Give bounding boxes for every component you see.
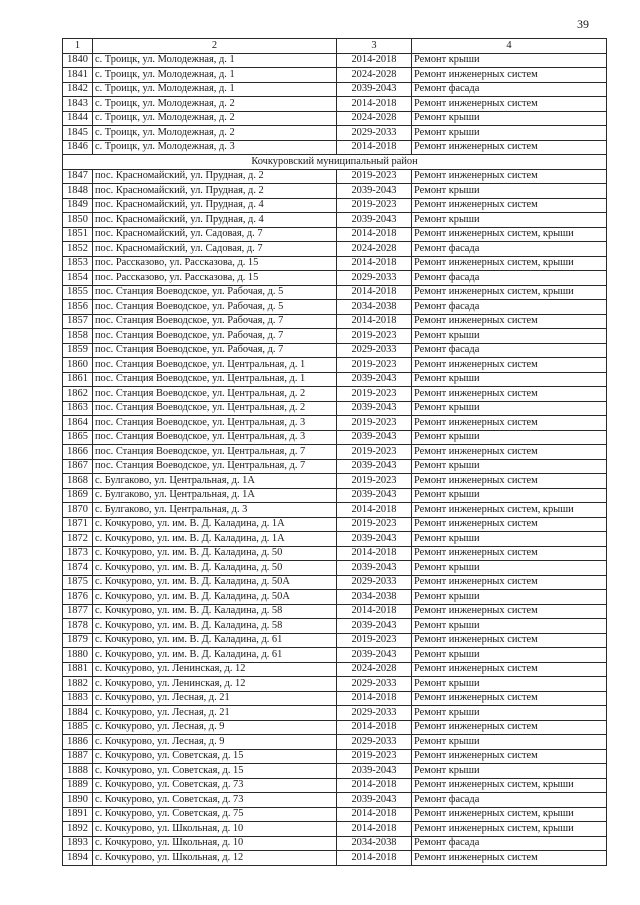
repair-period: 2039-2043 <box>337 184 412 199</box>
row-number: 1847 <box>63 169 93 184</box>
work-type: Ремонт фасада <box>412 343 607 358</box>
address: с. Кочкурово, ул. Советская, д. 15 <box>93 764 337 779</box>
address: с. Кочкурово, ул. Школьная, д. 10 <box>93 822 337 837</box>
address: с. Кочкурово, ул. им. В. Д. Каладина, д. 61 <box>93 633 337 648</box>
table-row <box>63 372 607 387</box>
work-type: Ремонт крыши <box>412 590 607 605</box>
row-number: 1844 <box>63 111 93 126</box>
address: пос. Станция Воеводское, ул. Центральная, д. 2 <box>93 401 337 416</box>
repair-period: 2029-2033 <box>337 271 412 286</box>
table-row <box>63 633 607 648</box>
table-row <box>63 416 607 431</box>
address: с. Кочкурово, ул. им. В. Д. Каладина, д. 58 <box>93 619 337 634</box>
table-row <box>63 720 607 735</box>
repair-period: 2019-2023 <box>337 633 412 648</box>
work-type: Ремонт фасада <box>412 242 607 257</box>
address: с. Кочкурово, ул. Лесная, д. 9 <box>93 720 337 735</box>
row-number: 1887 <box>63 749 93 764</box>
row-number: 1852 <box>63 242 93 257</box>
column-header-1: 1 <box>63 39 93 54</box>
address: с. Кочкурово, ул. Лесная, д. 9 <box>93 735 337 750</box>
table-row <box>63 53 607 68</box>
address: с. Кочкурово, ул. Лесная, д. 21 <box>93 706 337 721</box>
work-type: Ремонт инженерных систем <box>412 97 607 112</box>
table-row <box>63 706 607 721</box>
table-row <box>63 648 607 663</box>
address: пос. Красномайский, ул. Прудная, д. 2 <box>93 184 337 199</box>
address: с. Булгаково, ул. Центральная, д. 1А <box>93 488 337 503</box>
repair-schedule-table <box>62 38 607 866</box>
repair-period: 2014-2018 <box>337 604 412 619</box>
row-number: 1863 <box>63 401 93 416</box>
address: пос. Красномайский, ул. Садовая, д. 7 <box>93 227 337 242</box>
table-row <box>63 198 607 213</box>
table-row <box>63 532 607 547</box>
work-type: Ремонт крыши <box>412 764 607 779</box>
row-number: 1872 <box>63 532 93 547</box>
repair-period: 2014-2018 <box>337 256 412 271</box>
repair-period: 2029-2033 <box>337 126 412 141</box>
address: с. Кочкурово, ул. им. В. Д. Каладина, д. 50А <box>93 575 337 590</box>
work-type: Ремонт фасада <box>412 300 607 315</box>
work-type: Ремонт фасада <box>412 82 607 97</box>
table-row <box>63 97 607 112</box>
repair-period: 2019-2023 <box>337 387 412 402</box>
repair-period: 2039-2043 <box>337 372 412 387</box>
repair-period: 2019-2023 <box>337 474 412 489</box>
column-header-4: 4 <box>412 39 607 54</box>
work-type: Ремонт инженерных систем <box>412 662 607 677</box>
work-type: Ремонт инженерных систем, крыши <box>412 807 607 822</box>
address: с. Троицк, ул. Молодежная, д. 2 <box>93 97 337 112</box>
work-type: Ремонт инженерных систем <box>412 474 607 489</box>
address: пос. Рассказово, ул. Рассказова, д. 15 <box>93 256 337 271</box>
row-number: 1846 <box>63 140 93 155</box>
table-row <box>63 300 607 315</box>
repair-period: 2039-2043 <box>337 488 412 503</box>
table-row <box>63 111 607 126</box>
table-row <box>63 677 607 692</box>
address: пос. Станция Воеводское, ул. Центральная, д. 3 <box>93 430 337 445</box>
work-type: Ремонт крыши <box>412 677 607 692</box>
address: с. Кочкурово, ул. Школьная, д. 12 <box>93 851 337 866</box>
row-number: 1880 <box>63 648 93 663</box>
work-type: Ремонт крыши <box>412 401 607 416</box>
column-header-3: 3 <box>337 39 412 54</box>
repair-period: 2039-2043 <box>337 532 412 547</box>
address: пос. Станция Воеводское, ул. Рабочая, д. 7 <box>93 314 337 329</box>
table-row <box>63 314 607 329</box>
address: с. Кочкурово, ул. им. В. Д. Каладина, д. 58 <box>93 604 337 619</box>
table-row <box>63 387 607 402</box>
work-type: Ремонт крыши <box>412 126 607 141</box>
work-type: Ремонт инженерных систем <box>412 358 607 373</box>
row-number: 1879 <box>63 633 93 648</box>
table-row <box>63 358 607 373</box>
work-type: Ремонт крыши <box>412 372 607 387</box>
table-row <box>63 749 607 764</box>
repair-period: 2019-2023 <box>337 198 412 213</box>
repair-period: 2019-2023 <box>337 749 412 764</box>
work-type: Ремонт инженерных систем <box>412 546 607 561</box>
address: с. Кочкурово, ул. им. В. Д. Каладина, д. 50А <box>93 590 337 605</box>
work-type: Ремонт инженерных систем <box>412 604 607 619</box>
work-type: Ремонт инженерных систем <box>412 169 607 184</box>
address: пос. Станция Воеводское, ул. Центральная, д. 2 <box>93 387 337 402</box>
repair-period: 2014-2018 <box>337 778 412 793</box>
work-type: Ремонт инженерных систем, крыши <box>412 822 607 837</box>
address: с. Кочкурово, ул. им. В. Д. Каладина, д. 50 <box>93 546 337 561</box>
work-type: Ремонт крыши <box>412 53 607 68</box>
table-row <box>63 68 607 83</box>
work-type: Ремонт фасада <box>412 836 607 851</box>
address: пос. Станция Воеводское, ул. Центральная, д. 3 <box>93 416 337 431</box>
address: с. Булгаково, ул. Центральная, д. 3 <box>93 503 337 518</box>
row-number: 1840 <box>63 53 93 68</box>
table-row <box>63 503 607 518</box>
address: пос. Рассказово, ул. Рассказова, д. 15 <box>93 271 337 286</box>
row-number: 1868 <box>63 474 93 489</box>
address: пос. Станция Воеводское, ул. Рабочая, д. 7 <box>93 329 337 344</box>
work-type: Ремонт инженерных систем <box>412 416 607 431</box>
table-row <box>63 184 607 199</box>
work-type: Ремонт инженерных систем, крыши <box>412 256 607 271</box>
address: с. Кочкурово, ул. Ленинская, д. 12 <box>93 677 337 692</box>
table-row <box>63 213 607 228</box>
table-row <box>63 459 607 474</box>
address: с. Кочкурово, ул. Лесная, д. 21 <box>93 691 337 706</box>
table-row <box>63 329 607 344</box>
address: с. Троицк, ул. Молодежная, д. 2 <box>93 126 337 141</box>
row-number: 1861 <box>63 372 93 387</box>
row-number: 1851 <box>63 227 93 242</box>
address: с. Кочкурово, ул. Советская, д. 73 <box>93 793 337 808</box>
repair-period: 2039-2043 <box>337 430 412 445</box>
repair-period: 2039-2043 <box>337 401 412 416</box>
row-number: 1888 <box>63 764 93 779</box>
address: с. Кочкурово, ул. Советская, д. 15 <box>93 749 337 764</box>
work-type: Ремонт инженерных систем <box>412 68 607 83</box>
section-header-row <box>63 155 607 170</box>
repair-period: 2039-2043 <box>337 764 412 779</box>
table-row <box>63 851 607 866</box>
work-type: Ремонт инженерных систем <box>412 387 607 402</box>
table-row <box>63 256 607 271</box>
table-row <box>63 271 607 286</box>
row-number: 1842 <box>63 82 93 97</box>
work-type: Ремонт инженерных систем <box>412 720 607 735</box>
work-type: Ремонт инженерных систем <box>412 517 607 532</box>
row-number: 1876 <box>63 590 93 605</box>
repair-period: 2019-2023 <box>337 445 412 460</box>
address: пос. Станция Воеводское, ул. Рабочая, д. 7 <box>93 343 337 358</box>
work-type: Ремонт крыши <box>412 111 607 126</box>
table-row <box>63 662 607 677</box>
table-row <box>63 561 607 576</box>
table-row <box>63 836 607 851</box>
repair-period: 2039-2043 <box>337 82 412 97</box>
repair-period: 2014-2018 <box>337 97 412 112</box>
work-type: Ремонт крыши <box>412 706 607 721</box>
repair-period: 2014-2018 <box>337 546 412 561</box>
work-type: Ремонт крыши <box>412 329 607 344</box>
row-number: 1873 <box>63 546 93 561</box>
row-number: 1865 <box>63 430 93 445</box>
row-number: 1886 <box>63 735 93 750</box>
work-type: Ремонт инженерных систем <box>412 851 607 866</box>
row-number: 1859 <box>63 343 93 358</box>
address: с. Кочкурово, ул. Школьная, д. 10 <box>93 836 337 851</box>
work-type: Ремонт инженерных систем <box>412 749 607 764</box>
address: пос. Красномайский, ул. Прудная, д. 4 <box>93 213 337 228</box>
row-number: 1890 <box>63 793 93 808</box>
repair-period: 2024-2028 <box>337 111 412 126</box>
work-type: Ремонт крыши <box>412 213 607 228</box>
repair-period: 2024-2028 <box>337 662 412 677</box>
repair-period: 2014-2018 <box>337 503 412 518</box>
repair-period: 2034-2038 <box>337 836 412 851</box>
table-row <box>63 445 607 460</box>
work-type: Ремонт крыши <box>412 735 607 750</box>
repair-period: 2014-2018 <box>337 227 412 242</box>
work-type: Ремонт крыши <box>412 430 607 445</box>
address: с. Кочкурово, ул. им. В. Д. Каладина, д. 50 <box>93 561 337 576</box>
table-row <box>63 488 607 503</box>
address: с. Троицк, ул. Молодежная, д. 1 <box>93 53 337 68</box>
row-number: 1870 <box>63 503 93 518</box>
row-number: 1848 <box>63 184 93 199</box>
repair-period: 2029-2033 <box>337 343 412 358</box>
address: с. Кочкурово, ул. Советская, д. 75 <box>93 807 337 822</box>
address: с. Троицк, ул. Молодежная, д. 1 <box>93 68 337 83</box>
row-number: 1885 <box>63 720 93 735</box>
address: с. Троицк, ул. Молодежная, д. 1 <box>93 82 337 97</box>
work-type: Ремонт инженерных систем <box>412 140 607 155</box>
address: с. Булгаково, ул. Центральная, д. 1А <box>93 474 337 489</box>
row-number: 1881 <box>63 662 93 677</box>
row-number: 1867 <box>63 459 93 474</box>
work-type: Ремонт крыши <box>412 648 607 663</box>
table-row <box>63 430 607 445</box>
work-type: Ремонт инженерных систем, крыши <box>412 285 607 300</box>
table-row <box>63 807 607 822</box>
repair-period: 2014-2018 <box>337 314 412 329</box>
table-row <box>63 82 607 97</box>
address: пос. Станция Воеводское, ул. Центральная, д. 1 <box>93 372 337 387</box>
table-row <box>63 169 607 184</box>
row-number: 1857 <box>63 314 93 329</box>
row-number: 1893 <box>63 836 93 851</box>
address: с. Кочкурово, ул. им. В. Д. Каладина, д. 61 <box>93 648 337 663</box>
work-type: Ремонт инженерных систем <box>412 691 607 706</box>
table-row <box>63 242 607 257</box>
table-row <box>63 619 607 634</box>
row-number: 1856 <box>63 300 93 315</box>
repair-period: 2029-2033 <box>337 677 412 692</box>
address: пос. Станция Воеводское, ул. Центральная, д. 1 <box>93 358 337 373</box>
repair-period: 2029-2033 <box>337 575 412 590</box>
row-number: 1841 <box>63 68 93 83</box>
address: с. Кочкурово, ул. им. В. Д. Каладина, д. 1А <box>93 517 337 532</box>
repair-period: 2019-2023 <box>337 517 412 532</box>
work-type: Ремонт крыши <box>412 532 607 547</box>
row-number: 1860 <box>63 358 93 373</box>
work-type: Ремонт инженерных систем <box>412 445 607 460</box>
repair-period: 2014-2018 <box>337 53 412 68</box>
table-row <box>63 546 607 561</box>
work-type: Ремонт фасада <box>412 271 607 286</box>
work-type: Ремонт крыши <box>412 488 607 503</box>
row-number: 1853 <box>63 256 93 271</box>
table-row <box>63 735 607 750</box>
table-header <box>63 39 607 54</box>
section-title: Кочкуровский муниципальный район <box>63 155 607 170</box>
repair-period: 2029-2033 <box>337 706 412 721</box>
row-number: 1864 <box>63 416 93 431</box>
work-type: Ремонт инженерных систем, крыши <box>412 227 607 242</box>
work-type: Ремонт инженерных систем <box>412 633 607 648</box>
repair-period: 2024-2028 <box>337 242 412 257</box>
table-row <box>63 227 607 242</box>
repair-period: 2034-2038 <box>337 590 412 605</box>
row-number: 1882 <box>63 677 93 692</box>
repair-period: 2029-2033 <box>337 735 412 750</box>
address: пос. Станция Воеводское, ул. Центральная, д. 7 <box>93 445 337 460</box>
repair-period: 2039-2043 <box>337 648 412 663</box>
address: с. Кочкурово, ул. Ленинская, д. 12 <box>93 662 337 677</box>
table-row <box>63 401 607 416</box>
column-number-row <box>63 39 607 54</box>
table-row <box>63 793 607 808</box>
row-number: 1884 <box>63 706 93 721</box>
column-header-2: 2 <box>93 39 337 54</box>
work-type: Ремонт инженерных систем <box>412 314 607 329</box>
row-number: 1878 <box>63 619 93 634</box>
section-row-group <box>63 155 607 170</box>
table-row <box>63 822 607 837</box>
row-number: 1869 <box>63 488 93 503</box>
table-row <box>63 604 607 619</box>
row-number: 1871 <box>63 517 93 532</box>
work-type: Ремонт инженерных систем, крыши <box>412 778 607 793</box>
row-number: 1892 <box>63 822 93 837</box>
repair-period: 2039-2043 <box>337 793 412 808</box>
repair-period: 2014-2018 <box>337 720 412 735</box>
work-type: Ремонт крыши <box>412 459 607 474</box>
repair-period: 2014-2018 <box>337 140 412 155</box>
row-number: 1843 <box>63 97 93 112</box>
row-number: 1875 <box>63 575 93 590</box>
repair-period: 2039-2043 <box>337 459 412 474</box>
table-row <box>63 343 607 358</box>
row-number: 1891 <box>63 807 93 822</box>
table-row <box>63 590 607 605</box>
repair-period: 2014-2018 <box>337 691 412 706</box>
row-number: 1845 <box>63 126 93 141</box>
repair-period: 2019-2023 <box>337 416 412 431</box>
work-type: Ремонт крыши <box>412 561 607 576</box>
row-number: 1874 <box>63 561 93 576</box>
table-row <box>63 140 607 155</box>
work-type: Ремонт фасада <box>412 793 607 808</box>
row-number: 1855 <box>63 285 93 300</box>
repair-period: 2039-2043 <box>337 619 412 634</box>
page-number: 39 <box>577 17 589 31</box>
address: с. Троицк, ул. Молодежная, д. 3 <box>93 140 337 155</box>
row-number: 1883 <box>63 691 93 706</box>
repair-period: 2039-2043 <box>337 561 412 576</box>
repair-period: 2019-2023 <box>337 169 412 184</box>
address: с. Кочкурово, ул. им. В. Д. Каладина, д. 1А <box>93 532 337 547</box>
address: пос. Станция Воеводское, ул. Центральная, д. 7 <box>93 459 337 474</box>
address: пос. Красномайский, ул. Прудная, д. 2 <box>93 169 337 184</box>
row-number: 1862 <box>63 387 93 402</box>
table-row <box>63 764 607 779</box>
row-number: 1866 <box>63 445 93 460</box>
table-row <box>63 474 607 489</box>
repair-period: 2014-2018 <box>337 807 412 822</box>
table-row <box>63 285 607 300</box>
work-type: Ремонт инженерных систем, крыши <box>412 503 607 518</box>
row-number: 1850 <box>63 213 93 228</box>
rows-troitsk <box>63 53 607 155</box>
row-number: 1854 <box>63 271 93 286</box>
address: пос. Красномайский, ул. Садовая, д. 7 <box>93 242 337 257</box>
rows-kochkurovsky <box>63 169 607 865</box>
row-number: 1849 <box>63 198 93 213</box>
table-row <box>63 691 607 706</box>
address: пос. Красномайский, ул. Прудная, д. 4 <box>93 198 337 213</box>
work-type: Ремонт инженерных систем <box>412 198 607 213</box>
work-type: Ремонт крыши <box>412 619 607 634</box>
row-number: 1858 <box>63 329 93 344</box>
repair-period: 2039-2043 <box>337 213 412 228</box>
repair-period: 2019-2023 <box>337 329 412 344</box>
work-type: Ремонт крыши <box>412 184 607 199</box>
row-number: 1877 <box>63 604 93 619</box>
repair-period: 2014-2018 <box>337 851 412 866</box>
table-row <box>63 778 607 793</box>
address: пос. Станция Воеводское, ул. Рабочая, д. 5 <box>93 285 337 300</box>
table-row <box>63 517 607 532</box>
address: с. Троицк, ул. Молодежная, д. 2 <box>93 111 337 126</box>
repair-period: 2034-2038 <box>337 300 412 315</box>
table-row <box>63 575 607 590</box>
row-number: 1894 <box>63 851 93 866</box>
work-type: Ремонт инженерных систем <box>412 575 607 590</box>
repair-period: 2024-2028 <box>337 68 412 83</box>
table-row <box>63 126 607 141</box>
repair-period: 2014-2018 <box>337 285 412 300</box>
address: с. Кочкурово, ул. Советская, д. 73 <box>93 778 337 793</box>
repair-period: 2014-2018 <box>337 822 412 837</box>
address: пос. Станция Воеводское, ул. Рабочая, д. 5 <box>93 300 337 315</box>
repair-period: 2019-2023 <box>337 358 412 373</box>
row-number: 1889 <box>63 778 93 793</box>
